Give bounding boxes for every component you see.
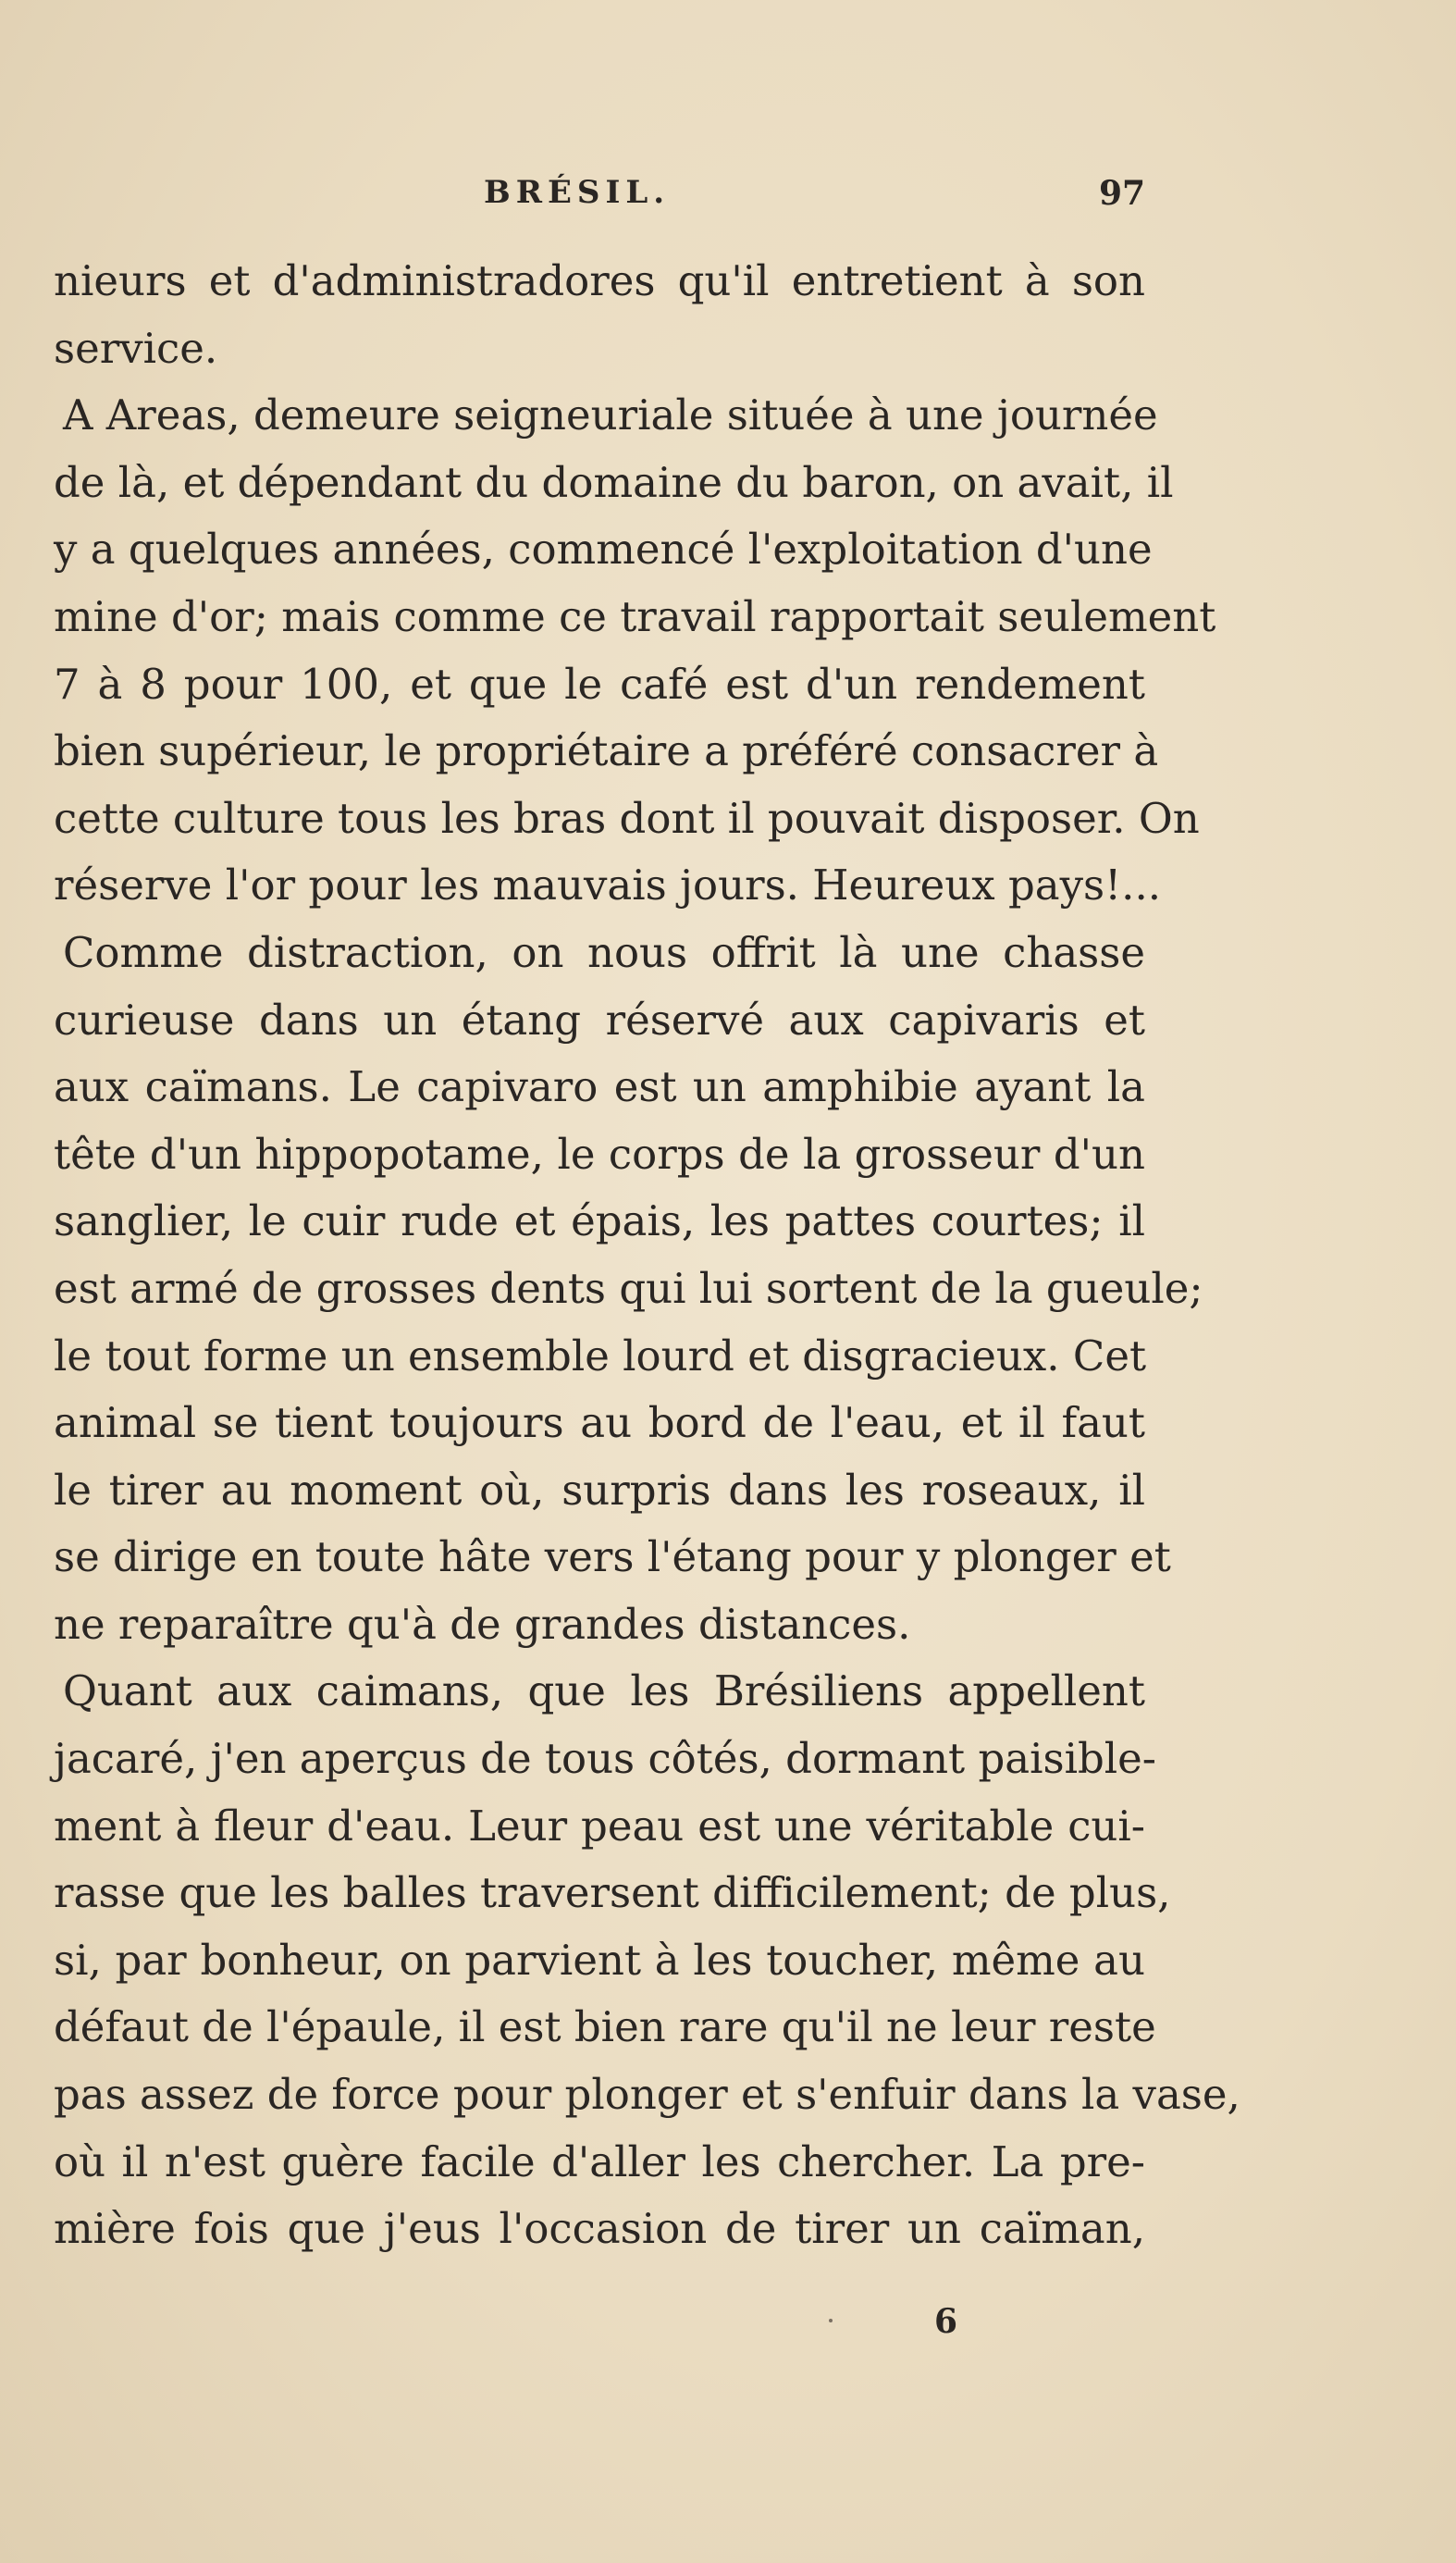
text-line: défaut de l'épaule, il est bien rare qu'il ne leur reste (54, 2002, 1156, 2052)
text-line: A Areas, demeure seigneuriale située à une journée (63, 390, 1158, 440)
text-line: est armé de grosses dents qui lui sortent de la gueule; (54, 1263, 1203, 1313)
text-line: se dirige en toute hâte vers l'étang pour y plonger et (54, 1532, 1171, 1582)
text-line: service. (54, 323, 218, 373)
chapter-title: BRÉSIL. (484, 174, 671, 211)
text-line: mine d'or; mais comme ce travail rapportait seulement (54, 591, 1216, 641)
text-line: animal se tient toujours au bord de l'eau, et il faut (54, 1398, 1145, 1448)
text-line: Quant aux caimans, que les Brésiliens appellent (63, 1666, 1145, 1716)
text-line: aux caïmans. Le capivaro est un amphibie ayant la (54, 1062, 1145, 1112)
text-line: curieuse dans un étang réservé aux capivaris et (54, 995, 1145, 1045)
text-line: jacaré, j'en aperçus de tous côtés, dormant paisible- (54, 1734, 1156, 1784)
page-number: 97 (1099, 174, 1146, 213)
text-line: ne reparaître qu'à de grandes distances. (54, 1599, 911, 1649)
text-line: ment à fleur d'eau. Leur peau est une véritable cui- (54, 1801, 1145, 1851)
text-line: le tout forme un ensemble lourd et disgracieux. Cet (54, 1331, 1147, 1381)
text-line: bien supérieur, le propriétaire a préféré consacrer à (54, 726, 1159, 776)
text-line: si, par bonheur, on parvient à les toucher, même au (54, 1935, 1145, 1985)
text-line: mière fois que j'eus l'occasion de tirer un caïman, (54, 2204, 1145, 2254)
text-line: où il n'est guère facile d'aller les chercher. La pre- (54, 2136, 1145, 2186)
text-line: réserve l'or pour les mauvais jours. Heureux pays!... (54, 861, 1162, 910)
text-line: Comme distraction, on nous offrit là une chasse (63, 927, 1145, 977)
text-line: 7 à 8 pour 100, et que le café est d'un rendement (54, 659, 1145, 709)
running-head (0, 174, 1456, 220)
text-line: tête d'un hippopotame, le corps de la grosseur d'un (54, 1129, 1145, 1179)
text-line: le tirer au moment où, surpris dans les roseaux, il (54, 1465, 1145, 1515)
text-line: de là, et dépendant du domaine du baron, on avait, il (54, 457, 1174, 507)
text-line: pas assez de force pour plonger et s'enfuir dans la vase, (54, 2070, 1240, 2120)
text-line: y a quelques années, commencé l'exploitation d'une (54, 525, 1153, 575)
text-line: nieurs et d'administradores qu'il entretient à son (54, 256, 1145, 305)
text-line: sanglier, le cuir rude et épais, les pattes courtes; il (54, 1196, 1145, 1246)
ink-speck (829, 2319, 833, 2322)
text-line: cette culture tous les bras dont il pouvait disposer. On (54, 793, 1200, 843)
body-text (54, 248, 1240, 2263)
signature-mark: 6 (934, 2302, 958, 2341)
text-line: rasse que les balles traversent difficilement; de plus, (54, 1868, 1171, 1918)
